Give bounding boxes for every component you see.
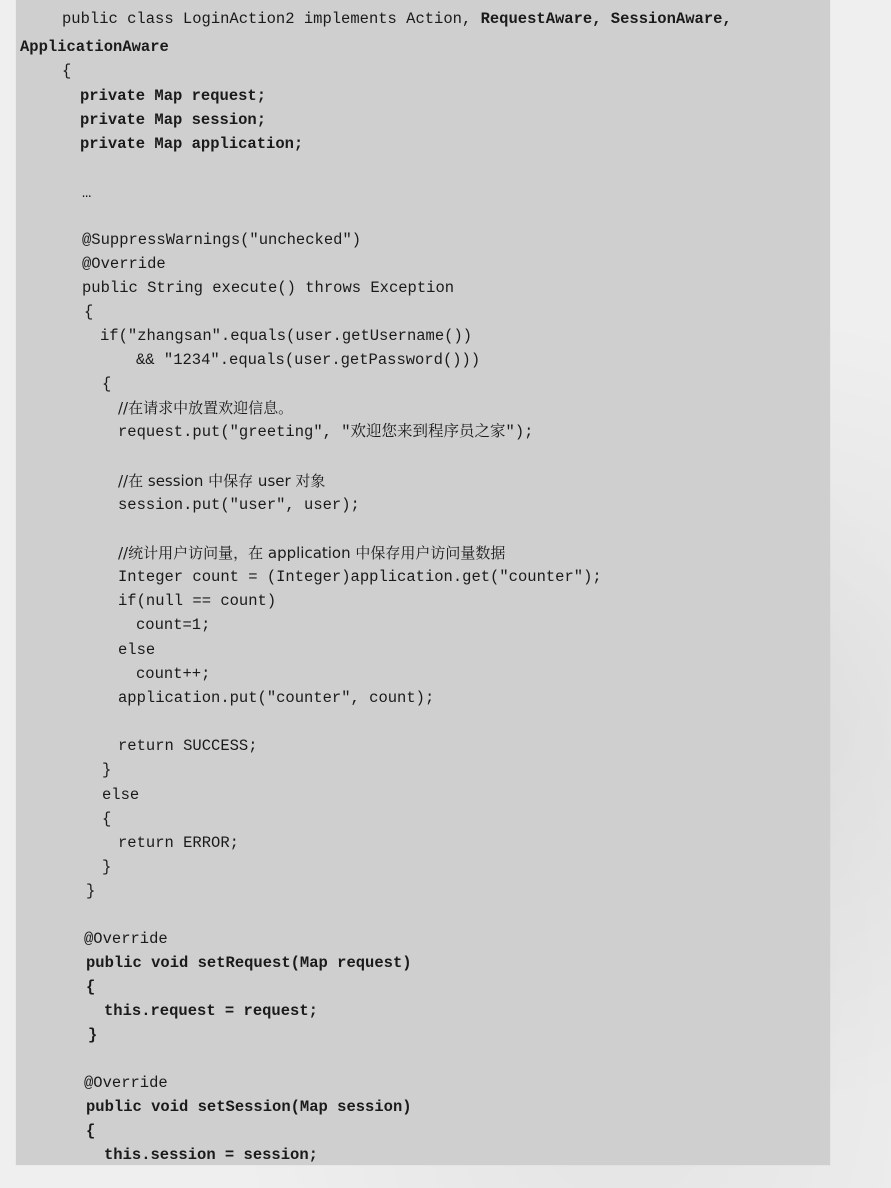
code-line: count=1; xyxy=(136,616,211,634)
code-line: if("zhangsan".equals(user.getUsername()) xyxy=(100,327,473,345)
code-line: this.request = request; xyxy=(104,1002,318,1020)
code-line: } xyxy=(102,761,112,779)
code-line: return SUCCESS; xyxy=(118,737,258,755)
code-line: @Override xyxy=(84,1074,168,1092)
code-line: @Override xyxy=(82,255,166,273)
code-line: else xyxy=(102,786,140,804)
code-line: application.put("counter", count); xyxy=(118,689,435,707)
code-line: && "1234".equals(user.getPassword())) xyxy=(136,351,481,369)
code-line: ApplicationAware xyxy=(20,38,169,56)
code-line: { xyxy=(62,62,72,80)
code-listing-panel xyxy=(16,0,830,1165)
code-line: Integer count = (Integer)application.get("counter"); xyxy=(118,568,602,586)
code-line: { xyxy=(86,1122,96,1140)
code-line: public void setRequest(Map request) xyxy=(86,954,412,972)
code-line: { xyxy=(102,810,112,828)
code-line: public String execute() throws Exception xyxy=(82,279,455,297)
code-comment: //在请求中放置欢迎信息。 xyxy=(118,399,294,417)
code-line: this.session = session; xyxy=(104,1146,318,1164)
code-line: @Override xyxy=(84,930,168,948)
code-line: { xyxy=(102,375,112,393)
code-line: return ERROR; xyxy=(118,834,239,852)
code-line: session.put("user", user); xyxy=(118,496,360,514)
code-line: request.put("greeting", "欢迎您来到程序员之家"); xyxy=(118,423,534,441)
code-line: { xyxy=(84,303,94,321)
code-line: { xyxy=(86,978,96,996)
code-line: … xyxy=(82,184,92,202)
code-comment: //统计用户访问量，在 application 中保存用户访问量数据 xyxy=(118,544,506,562)
code-line: private Map request; xyxy=(80,87,267,105)
code-line: private Map application; xyxy=(80,135,304,153)
code-line: } xyxy=(86,882,96,900)
code-line: count++; xyxy=(136,665,211,683)
code-comment: //在 session 中保存 user 对象 xyxy=(118,472,326,490)
code-line: } xyxy=(102,858,112,876)
code-line: public void setSession(Map session) xyxy=(86,1098,412,1116)
code-line: private Map session; xyxy=(80,111,267,129)
code-line: public class LoginAction2 implements Action, RequestAware, SessionAware, xyxy=(62,10,732,28)
code-line: else xyxy=(118,641,156,659)
code-line: @SuppressWarnings("unchecked") xyxy=(82,231,362,249)
code-line: if(null == count) xyxy=(118,592,277,610)
code-line: } xyxy=(88,1026,98,1044)
